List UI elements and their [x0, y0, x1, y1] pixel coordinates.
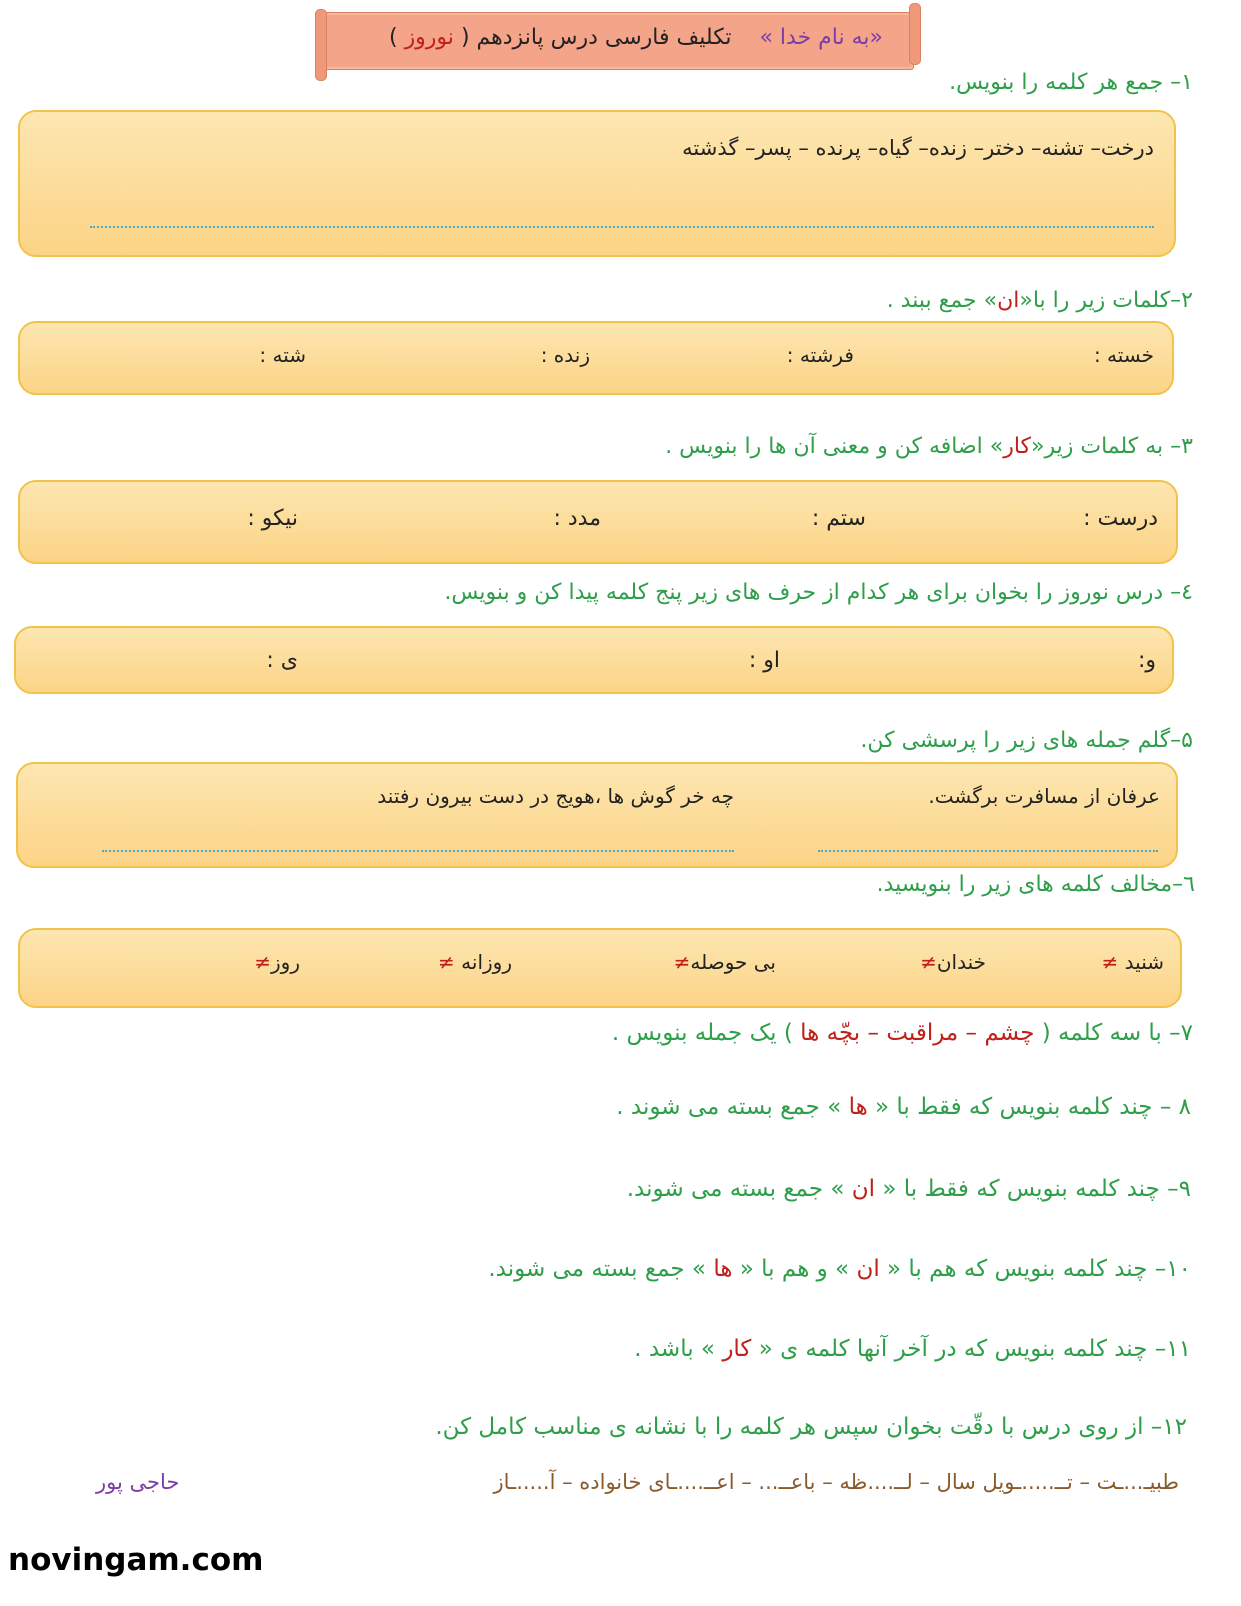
q10-text-a: ۱۰– چند کلمه بنویس که هم با «	[879, 1256, 1191, 1282]
q9-text-c: » جمع بسته می شوند.	[626, 1176, 852, 1202]
title-close: )	[388, 25, 398, 50]
title-text: تکلیف فارسی درس پانزدهم (	[460, 25, 732, 50]
q2-highlight: ان	[997, 288, 1020, 313]
question-5: ۵–گلم جمله های زیر را پرسشی کن.	[860, 728, 1193, 753]
q9-text-a: ۹– چند کلمه بنویس که فقط با «	[875, 1176, 1191, 1202]
word-1: و:	[1137, 648, 1156, 673]
answer-box-1	[18, 110, 1176, 257]
word-1	[1102, 950, 1164, 974]
q9-highlight: ان	[851, 1176, 876, 1202]
q10-highlight-1: ان	[856, 1256, 880, 1282]
question-1: ۱– جمع هر کلمه را بنویس.	[949, 70, 1193, 95]
lesson-name: نوروز	[404, 25, 454, 50]
q7-text-a: ۷– با سه کلمه (	[1041, 1020, 1193, 1046]
not-equal-sign: ≠	[920, 950, 937, 974]
question-8	[616, 1094, 1191, 1120]
q10-text-e: » جمع بسته می شوند.	[488, 1256, 714, 1282]
answer-box-4	[14, 626, 1174, 694]
answer-line[interactable]	[90, 226, 1154, 228]
word-4: نیکو :	[247, 506, 298, 531]
q10-text-c: » و هم با «	[732, 1256, 857, 1282]
author-name: حاجی پور	[96, 1470, 180, 1494]
answer-line-2[interactable]	[102, 850, 734, 852]
site-logo: novingam.com	[8, 1542, 264, 1578]
q8-text-c: » جمع بسته می شوند .	[616, 1094, 849, 1120]
word-3: ی :	[266, 648, 298, 673]
not-equal-sign: ≠	[673, 950, 691, 974]
word-1: خسته :	[1093, 343, 1154, 367]
q8-text-a: ۸ – چند کلمه بنویس که فقط با «	[867, 1094, 1191, 1120]
q7-highlight: چشم – مراقبت – بچّه ها	[800, 1020, 1035, 1046]
question-7	[612, 1020, 1193, 1046]
word-4	[438, 950, 512, 974]
q8-highlight: ها	[848, 1094, 868, 1120]
word-2: ستم :	[811, 506, 866, 531]
question-11	[634, 1336, 1191, 1362]
q12-words: طبیـ...ـت – تــ.....ـویل سال – لــ....ظه – باعــ... – اعــ....ـای خانواده – آ.....ـاز	[493, 1470, 1179, 1494]
not-equal-sign: ≠	[1101, 950, 1119, 974]
question-9	[627, 1176, 1191, 1202]
question-2	[887, 288, 1193, 313]
word-text: بی حوصله	[690, 950, 776, 974]
answer-box-2	[18, 321, 1174, 395]
q3-text-c: » اضافه کن و معنی آن ها را بنویس .	[665, 434, 1004, 459]
answer-line-1[interactable]	[818, 850, 1158, 852]
sentence-1: عرفان از مسافرت برگشت.	[928, 784, 1160, 808]
word-3: زنده :	[540, 343, 590, 367]
not-equal-sign: ≠	[438, 950, 455, 974]
q2-text-a: ۲–کلمات زیر را با«	[1019, 288, 1193, 313]
word-4: شته :	[259, 343, 306, 367]
question-4: ٤– درس نوروز را بخوان برای هر کدام از حرف های زیر پنج کلمه پیدا کن و بنویس.	[444, 580, 1193, 605]
question-12: ۱۲– از روی درس با دقّت بخوان سپس هر کلمه را با نشانه ی مناسب کامل کن.	[435, 1414, 1187, 1440]
question-3	[665, 434, 1193, 459]
title-banner	[322, 12, 914, 70]
word-2: فرشته :	[786, 343, 854, 367]
answer-box-6	[18, 928, 1182, 1008]
word-2	[920, 950, 986, 974]
word-2: او :	[748, 648, 780, 673]
answer-box-5	[16, 762, 1178, 868]
word-text: روز	[271, 950, 300, 974]
question-6: ٦–مخالف کلمه های زیر را بنویسید.	[876, 872, 1195, 897]
word-1: درست :	[1083, 506, 1158, 531]
question-10	[488, 1256, 1191, 1282]
q11-text-c: » باشد .	[634, 1336, 723, 1362]
q7-text-c: ) یک جمله بنویس .	[611, 1020, 793, 1046]
word-text: شنید	[1124, 950, 1164, 974]
word-text: روزانه	[461, 950, 512, 974]
q11-text-a: ۱۱– چند کلمه بنویس که در آخر آنها کلمه ی «	[751, 1336, 1191, 1362]
sentence-2: چه خر گوش ها ،هویج در دست بیرون رفتند	[377, 784, 734, 808]
q11-highlight: کار	[722, 1336, 752, 1362]
q3-text-a: ۳– به کلمات زیر«	[1031, 434, 1193, 459]
q1-words: درخت– تشنه– دختر– زنده– گیاه– پرنده – پسر– گذشته	[682, 136, 1154, 160]
answer-box-3	[18, 480, 1178, 564]
not-equal-sign: ≠	[254, 950, 272, 974]
word-3	[674, 950, 776, 974]
bismillah: «به نام خدا »	[759, 25, 883, 50]
q3-highlight: کار	[1003, 434, 1032, 459]
q2-text-c: » جمع ببند .	[886, 288, 998, 313]
word-5	[254, 950, 300, 974]
word-3: مدد :	[553, 506, 601, 531]
q10-highlight-2: ها	[713, 1256, 733, 1282]
page-title	[389, 25, 883, 50]
word-text: خندان	[936, 950, 986, 974]
